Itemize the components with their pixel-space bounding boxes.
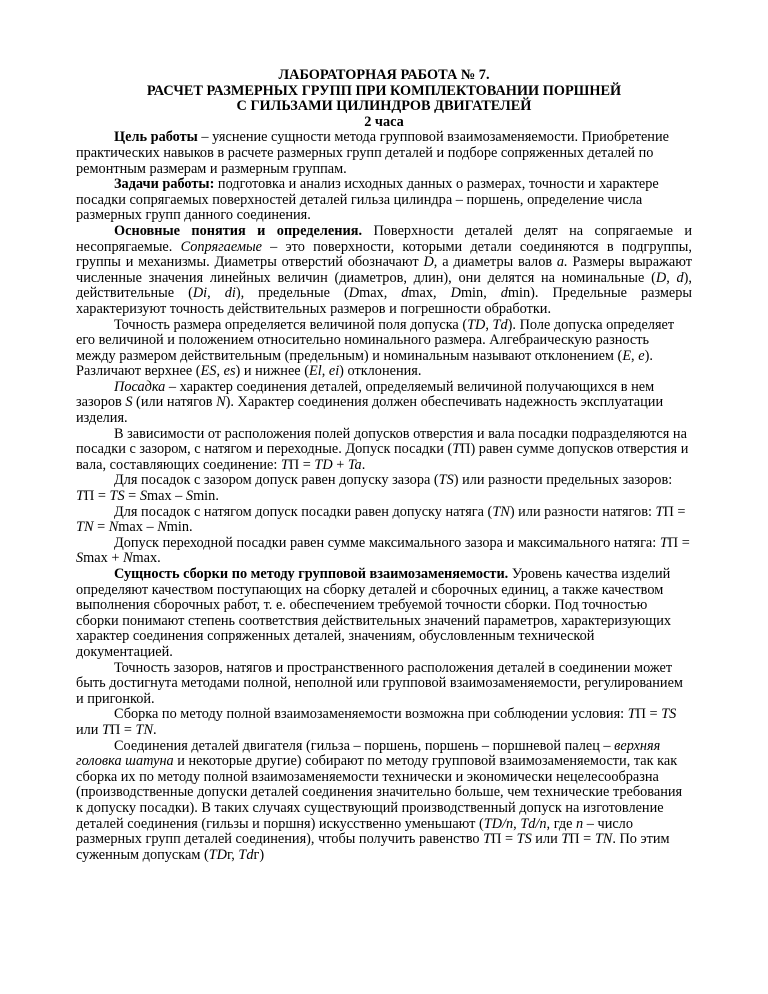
document-page [76,68,692,863]
goal-paragraph [76,130,692,177]
concepts-label: Основные понятия и определения. [114,222,363,239]
clearance-paragraph: Для посадок с зазором допуск равен допуску зазора (TS) или разности предельных зазоров: TП = TS = Smax – Smin. [76,472,673,505]
tasks-paragraph [76,177,692,224]
essence-label: Сущность сборки по методу групповой взаимозаменяемости. [114,566,509,582]
engine-paragraph: Соединения деталей двигателя (гильза – поршень, поршень – поршневой палец – верхняя головка шатуна и некоторые другие) собирают по методу групповой взаимозаменяемости, так как сборка их по методу полной взаимозаменяемости технически и экономически нецелесообразна (производственные допуски деталей соединения значительно больше, чем технические требования к допуску посадки). В таких случаях существующий производственный допуск на изготовление деталей соединения (гильзы и поршня) искусственно уменьшают (TD/n, Td/n, где n – число размерных групп деталей соединения), чтобы получить равенство TП = TS или TП = TN. По этим суженным допускам (TDг, Tdг) [76,737,683,863]
full-interchangeability-paragraph: Сборка по методу полной взаимозаменяемости возможна при соблюдении условия: TП = TS или TП = TN. [76,706,677,738]
fit-paragraph: Посадка – характер соединения деталей, определяемый величиной получающихся в нем зазоров S (или натягов N). Характер соединения должен обеспечивать надежность эксплуатации изделия. [76,378,664,427]
fit-term: Посадка [114,378,166,395]
tasks-text: подготовка и анализ исходных данных о размерах, точности и характере посадки сопрягаемых поверхностей деталей гильза цилиндра – поршень, определение числа размерных групп данного соединения. [76,176,659,224]
document-title [76,68,692,130]
fit-types-paragraph: В зависимости от расположения полей допусков отверстия и вала посадки подразделяются на посадки с зазором, с натягом и переходные. Допуск посадки (TП) равен сумме допусков отверстия и вала, составляющих соединение: TП = TD + Ta. [76,425,689,473]
essence-paragraph: Сущность сборки по методу групповой взаимозаменяемости. Уровень качества изделий определяют качеством поступающих на сборку деталей и сборочных единиц, а также качеством выполнения сборочных работ, т. е. обеспечением требуемой точности сборки. Под точностью сборки понимают степень соответствия действительных значений параметров, характеризующих характер соединения сопряженных деталей, значениям, обусловленным технической документацией. [76,566,672,660]
title-line-3: С ГИЛЬЗАМИ ЦИЛИНДРОВ ДВИГАТЕЛЕЙ [236,98,532,115]
goal-text: – уяснение сущности метода групповой взаимозаменяемости. Приобретение практических навыков в расчете размерных групп деталей и подборе сопряженных деталей по ремонтным размерам и размерным группам. [76,129,669,177]
title-line-1: ЛАБОРАТОРНАЯ РАБОТА № 7. [278,67,490,83]
duration: 2 часа [364,113,404,130]
title-line-2: РАСЧЕТ РАЗМЕРНЫХ ГРУПП ПРИ КОМПЛЕКТОВАНИИ ПОРШНЕЙ [146,82,622,99]
tolerance-paragraph: Точность размера определяется величиной поля допуска (TD, Td). Поле допуска определяет его величиной и положением относительно номинального размера. Алгебраическую разность между размером действительным (предельным) и номинальным называют отклонением (E, e). Различают верхнее (ES, es) и нижнее (El, ei) отклонения. [76,316,675,380]
concepts-paragraph: Основные понятия и определения. Поверхности деталей делят на сопрягаемые и несопрягаемые. Сопрягаемые – это поверхности, которыми детали соединяются в подгруппы, группы и механизмы. Диаметры отверстий обозначают D, а диаметры валов a. Размеры выражают численные значения линейных величин (диаметров, длин), они делятся на номинальные (D, d), действительные (Di, di), предельные (Dmax, dmax, Dmin, dmin). Предельные размеры характеризуют точность действительных размеров и погрешности обработки. [76,222,693,317]
goal-label: Цель работы [114,129,198,146]
tasks-label: Задачи работы: [114,176,215,193]
transition-paragraph: Допуск переходной посадки равен сумме максимального зазора и максимального натяга: TП = Smax + Nmax. [76,534,690,567]
interference-paragraph: Для посадок с натягом допуск посадки равен допуску натяга (TN) или разности натягов: TП = TN = Nmax – Nmin. [76,503,686,536]
accuracy-paragraph: Точность зазоров, натягов и пространственного расположения деталей в соединении может быть достигнута методами полной, неполной или групповой взаимозаменяемости, регулированием и пригонкой. [76,659,683,707]
